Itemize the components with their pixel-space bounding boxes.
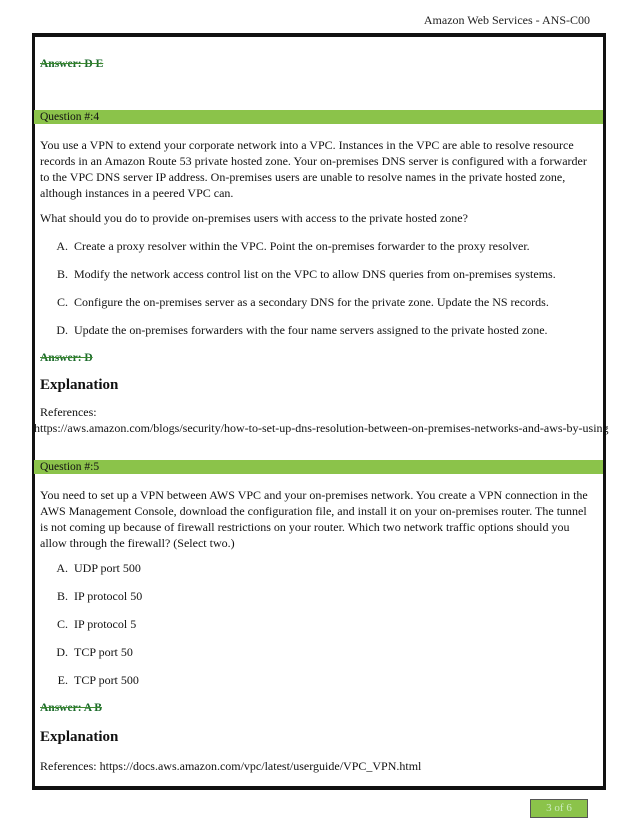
- question-4-option-c: [40, 294, 549, 310]
- page-border-bottom: [32, 786, 606, 790]
- option-letter: C.: [56, 295, 68, 309]
- previous-answer: Answer: D E: [40, 58, 104, 70]
- question-5-option-c: [40, 616, 136, 632]
- option-text: IP protocol 50: [74, 589, 143, 603]
- option-text: IP protocol 5: [74, 617, 137, 631]
- option-letter: A.: [56, 239, 68, 253]
- question-5-explanation-heading: Explanation: [40, 729, 119, 745]
- option-text: Create a proxy resolver within the VPC. Point the on-premises forwarder to the proxy resolver.: [74, 239, 530, 253]
- option-text: TCP port 500: [74, 673, 139, 687]
- page-number: 3 of 6: [530, 799, 588, 818]
- option-text: Modify the network access control list on the VPC to allow DNS queries from on-premises systems.: [74, 267, 556, 281]
- page-border-top: [32, 33, 606, 37]
- question-5-references: References: https://docs.aws.amazon.com/vpc/latest/userguide/VPC_VPN.html: [40, 759, 422, 773]
- option-letter: E.: [57, 673, 68, 687]
- question-4-option-d: [40, 322, 548, 338]
- question-5-text: You need to set up a VPN between AWS VPC and your on-premises network. You create a VPN connection in the AWS Management Console, download the configuration file, and install it on your on-premises router. The tunnel is not coming up because of firewall restrictions on your router. Which two network traffic options should you allow through the firewall? (Select two.): [40, 488, 588, 550]
- question-5-header: Question #:5: [34, 460, 603, 474]
- option-letter: B.: [56, 267, 68, 281]
- option-text: TCP port 50: [74, 645, 133, 659]
- question-4-text: You use a VPN to extend your corporate network into a VPC. Instances in the VPC are able to resolve resource records in an Amazon Route 53 private hosted zone. Your on-premises DNS server is configured with a forwarder to the VPC DNS server IP address. On-premises users are unable to resolve names in the private hosted zone, although instances in a peered VPC can.: [40, 138, 587, 200]
- question-5-answer: Answer: A B: [40, 702, 102, 714]
- question-4-prompt: What should you do to provide on-premises users with access to the private hosted zone?: [40, 211, 468, 225]
- question-4-header: Question #:4: [34, 110, 603, 124]
- option-letter: B.: [56, 589, 68, 603]
- question-4-answer: Answer: D: [40, 352, 93, 364]
- option-letter: C.: [56, 617, 68, 631]
- question-5-option-e: [40, 672, 139, 688]
- option-text: UDP port 500: [74, 561, 141, 575]
- option-text: Configure the on-premises server as a secondary DNS for the private zone. Update the NS records.: [74, 295, 549, 309]
- page-border-left: [32, 33, 35, 790]
- question-5-option-b: [40, 588, 142, 604]
- question-5-option-a: [40, 560, 141, 576]
- option-letter: A.: [56, 561, 68, 575]
- page-border-right: [603, 33, 606, 790]
- question-5-option-d: [40, 644, 133, 660]
- option-letter: D.: [56, 323, 68, 337]
- question-4-option-a: [40, 238, 530, 254]
- question-4-references-label: References:: [40, 405, 97, 419]
- question-4-option-b: [40, 266, 556, 282]
- question-4-reference-link[interactable]: https://aws.amazon.com/blogs/security/how-to-set-up-dns-resolution-between-on-premises-networks-and-aws-by-using: [34, 421, 609, 435]
- question-4-explanation-heading: Explanation: [40, 377, 119, 393]
- document-header-title: Amazon Web Services - ANS-C00: [423, 13, 590, 27]
- option-text: Update the on-premises forwarders with the four name servers assigned to the private hosted zone.: [74, 323, 548, 337]
- option-letter: D.: [56, 645, 68, 659]
